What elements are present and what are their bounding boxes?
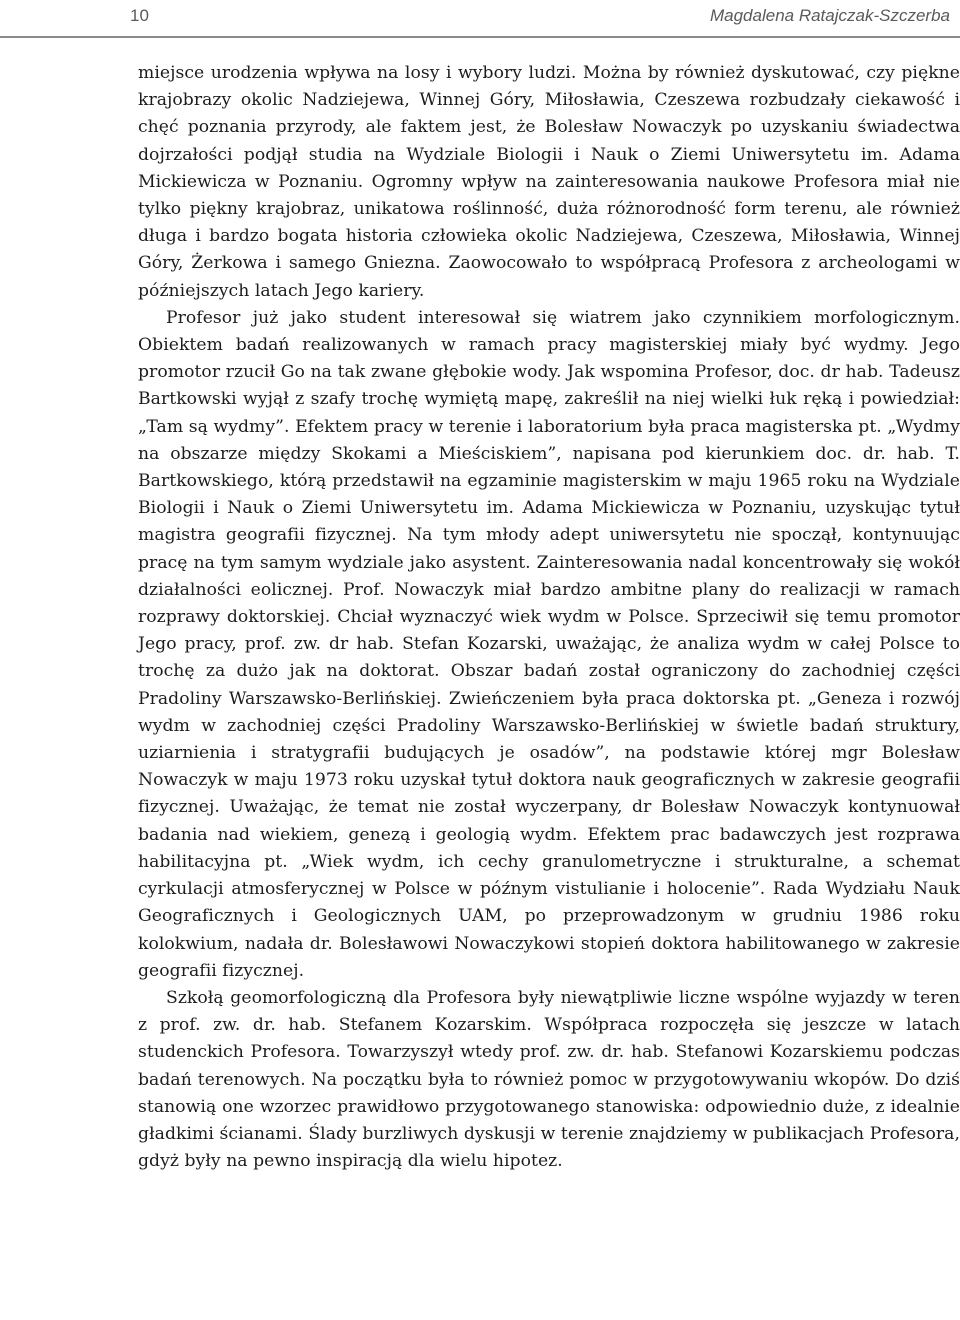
page-number: 10 xyxy=(130,6,149,25)
paragraph: miejsce urodzenia wpływa na losy i wybory ludzi. Można by również dyskutować, czy piękne krajobrazy okolic Nadziejewa, Winnej Góry, Miłosławia, Czeszewa rozbudzały ciekawość i chęć poznania przyrody, ale faktem jest, że Bolesław Nowaczyk po uzyskaniu świadectwa dojrzałości podjął studia na Wydziale Biologii i Nauk o Ziemi Uniwersytetu im. Adama Mickiewicza w Poznaniu. Ogromny wpływ na zainteresowania naukowe Profesora miał nie tylko piękny krajobraz, unikatowa roślinność, duża różnorodność form terenu, ale również długa i bardzo bogata historia człowieka okolic Nadziejewa, Czeszewa, Miłosławia, Winnej Góry, Żerkowa i samego Gniezna. Zaowocowało to współpracą Profesora z archeologami w późniejszych latach Jego kariery. xyxy=(138,63,960,301)
page-header xyxy=(0,0,960,38)
paragraph: Szkołą geomorfologiczną dla Profesora były niewątpliwie liczne wspólne wyjazdy w teren z prof. zw. dr. hab. Stefanem Kozarskim. Współpraca rozpoczęła się jeszcze w latach studenckich Profesora. Towarzyszył wtedy prof. zw. dr. hab. Stefanowi Kozarskiemu podczas badań terenowych. Na początku była to również pomoc w przygotowywaniu wkopów. Do dziś stanowią one wzorzec prawidłowo przygotowanego stanowiska: odpowiednio duże, z idealnie gładkimi ścianami. Ślady burzliwych dyskusji w terenie znajdziemy w publikacjach Profesora, gdyż były na pewno inspiracją dla wielu hipotez. xyxy=(138,987,960,1172)
body-text xyxy=(138,60,960,1175)
paragraph: Profesor już jako student interesował się wiatrem jako czynnikiem morfologicznym. Obiektem badań realizowanych w ramach pracy magisterskiej miały być wydmy. Jego promotor rzucił Go na tak zwane głębokie wody. Jak wspomina Profesor, doc. dr hab. Tadeusz Bartkowski wyjął z szafy trochę wymiętą mapę, zakreślił na niej wielki łuk ręką i powiedział: „Tam są wydmy”. Efektem pracy w terenie i laboratorium była praca magisterska pt. „Wydmy na obszarze między Skokami a Mieściskiem”, napisana pod kierunkiem doc. dr. hab. T. Bartkowskiego, którą przedstawił na egzaminie magisterskim w maju 1965 roku na Wydziale Biologii i Nauk o Ziemi Uniwersytetu im. Adama Mickiewicza w Poznaniu, uzyskując tytuł magistra geografii fizycznej. Na tym młody adept uniwersytetu nie spoczął, kontynuując pracę na tym samym wydziale jako asystent. Zainteresowania nadal koncentrowały się wokół działalności eolicznej. Prof. Nowaczyk miał bardzo ambitne plany do realizacji w ramach rozprawy doktorskiej. Chciał wyznaczyć wiek wydm w Polsce. Sprzeciwił się temu promotor Jego pracy, prof. zw. dr hab. Stefan Kozarski, uważając, że analiza wydm w całej Polsce to trochę za dużo jak na doktorat. Obszar badań został ograniczony do zachodniej części Pradoliny Warszawsko-Berlińskiej. Zwieńczeniem była praca doktorska pt. „Geneza i rozwój wydm w zachodniej części Pradoliny Warszawsko-Berlińskiej w świetle badań struktury, uziarnienia i stratygrafii budujących je osadów”, na podstawie której mgr Bolesław Nowaczyk w maju 1973 roku uzyskał tytuł doktora nauk geograficznych w zakresie geografii fizycznej. Uważając, że temat nie został wyczerpany, dr Bolesław Nowaczyk kontynuował badania nad wiekiem, genezą i geologią wydm. Efektem prac badawczych jest rozprawa habilitacyjna pt. „Wiek wydm, ich cechy granulometryczne i strukturalne, a schemat cyrkulacji atmosferycznej w Polsce w późnym vistulianie i holocenie”. Rada Wydziału Nauk Geograficznych i Geologicznych UAM, po przeprowadzonym w grudniu 1986 roku kolokwium, nadała dr. Bolesławowi Nowaczykowi stopień doktora habilitowanego w zakresie geografii fizycznej. xyxy=(138,307,960,981)
running-head-author: Magdalena Ratajczak-Szczerba xyxy=(709,6,950,25)
